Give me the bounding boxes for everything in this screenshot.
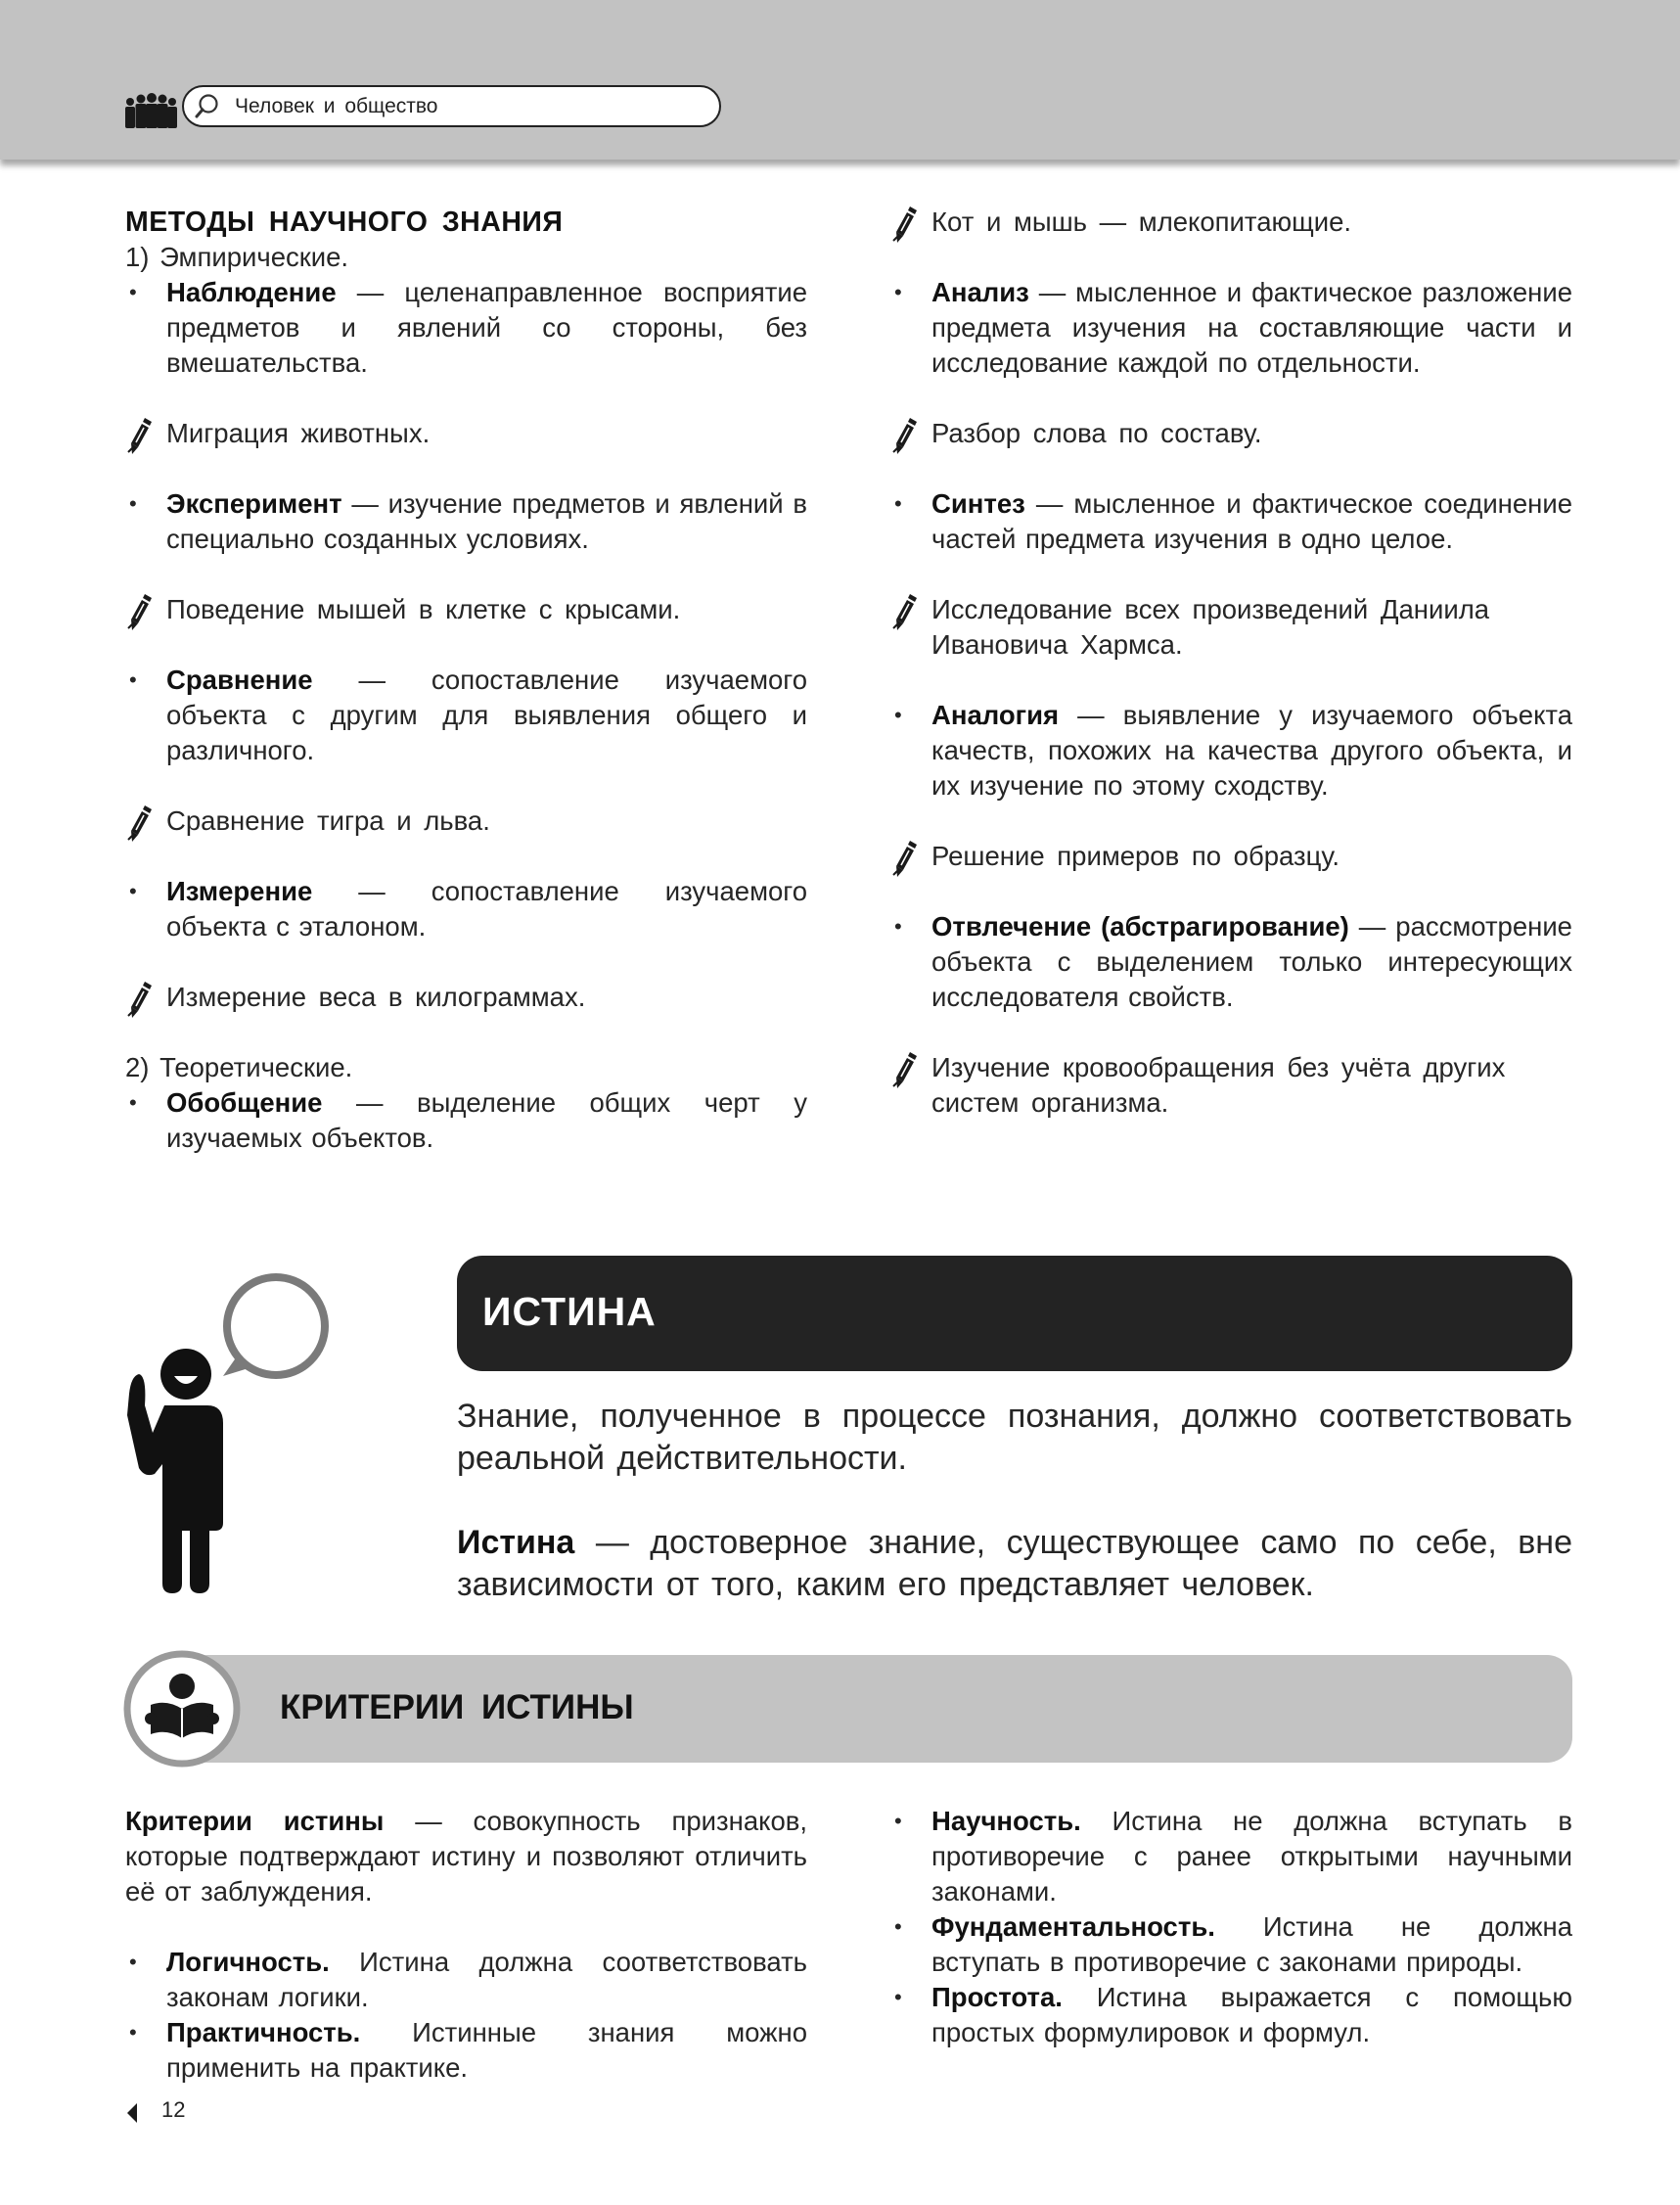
page-marker-icon <box>125 2101 139 2125</box>
method-example: Разбор слова по составу. <box>890 416 1572 451</box>
pen-icon <box>125 592 155 631</box>
method-example: Кот и мышь — млекопитающие. <box>890 205 1572 240</box>
pen-icon <box>125 980 155 1019</box>
method-item: • Эксперимент — изучение предметов и явлений в специально созданных условиях. <box>125 486 807 557</box>
criterion-item: • Простота. Истина выражается с помощью простых формулировок и формул. <box>890 1980 1572 2050</box>
pen-icon <box>890 205 920 244</box>
criteria-title-bar <box>182 1655 1572 1763</box>
criterion-item: • Практичность. Истинные знания можно применить на практике. <box>125 2015 807 2086</box>
pen-icon <box>890 592 920 631</box>
pen-icon <box>125 416 155 455</box>
method-example: Изучение кровообращения без учёта других систем организма. <box>890 1050 1572 1121</box>
method-example: Решение примеров по образцу. <box>890 839 1572 874</box>
method-item: • Наблюдение — целенаправленное восприятие предметов и явлений со стороны, без вмешательства. <box>125 275 807 381</box>
method-item: • Сравнение — сопоставление изучаемого объекта с другим для выявления общего и различного. <box>125 663 807 768</box>
criterion-item: • Фундаментальность. Истина не должна вступать в противоречие с законами природы. <box>890 1909 1572 1980</box>
section-search-pill[interactable] <box>182 85 721 127</box>
pen-icon <box>125 804 155 843</box>
truth-title-bar <box>457 1256 1572 1371</box>
methods-left-column <box>125 205 807 1156</box>
criterion-item: • Логичность. Истина должна соответствовать законам логики. <box>125 1945 807 2015</box>
empirical-label: 1) Эмпирические. <box>125 242 349 272</box>
method-example: Исследование всех произведений Даниила Ивановича Хармса. <box>890 592 1572 663</box>
method-item: • Аналогия — выявление у изучаемого объекта качеств, похожих на качества другого объекта, и их изучение по этому сходству. <box>890 698 1572 804</box>
pen-icon <box>890 1050 920 1089</box>
pen-icon <box>890 839 920 878</box>
criteria-right-column <box>890 1804 1572 2050</box>
truth-definition: Истина — достоверное знание, существующее само по себе, вне зависимости от того, каким его представляет человек. <box>457 1524 1572 1603</box>
section-title: Человек и общество <box>235 94 438 117</box>
methods-heading: МЕТОДЫ НАУЧНОГО ЗНАНИЯ <box>125 207 564 238</box>
truth-title: ИСТИНА <box>482 1289 657 1334</box>
reading-person-icon <box>123 1650 241 1768</box>
method-item: • Синтез — мысленное и фактическое соединение частей предмета изучения в одно целое. <box>890 486 1572 557</box>
method-example: Миграция животных. <box>125 416 807 451</box>
theoretical-label: 2) Теоретические. <box>125 1052 353 1082</box>
thinking-person-icon <box>117 1268 333 1596</box>
people-group-icon <box>121 93 178 130</box>
criteria-intro: Критерии истины — совокупность признаков, которые подтверждают истину и позволяют отличить её от заблуждения. <box>125 1806 807 1906</box>
method-item: • Анализ — мысленное и фактическое разложение предмета изучения на составляющие части и исследование каждой по отдельности. <box>890 275 1572 381</box>
method-item: • Измерение — сопоставление изучаемого объекта с эталоном. <box>125 874 807 944</box>
method-item: • Отвлечение (абстрагирование) — рассмотрение объекта с выделением только интересующих исследователя свойств. <box>890 909 1572 1015</box>
top-header-bar <box>0 0 1680 160</box>
methods-right-column <box>890 205 1572 1121</box>
truth-paragraph: Знание, полученное в процессе познания, должно соответствовать реальной действительности. <box>457 1398 1572 1477</box>
search-icon <box>194 92 223 121</box>
truth-text-block <box>457 1396 1572 1606</box>
pen-icon <box>890 416 920 455</box>
method-example: Измерение веса в килограммах. <box>125 980 807 1015</box>
method-example: Поведение мышей в клетке с крысами. <box>125 592 807 627</box>
criteria-title: КРИТЕРИИ ИСТИНЫ <box>280 1688 634 1726</box>
criterion-item: • Научность. Истина не должна вступать в противоречие с ранее открытыми научными законами. <box>890 1804 1572 1909</box>
page-number: 12 <box>161 2097 186 2122</box>
method-item: • Обобщение — выделение общих черт у изучаемых объектов. <box>125 1085 807 1156</box>
method-example: Сравнение тигра и льва. <box>125 804 807 839</box>
criteria-left-column <box>125 1804 807 2086</box>
